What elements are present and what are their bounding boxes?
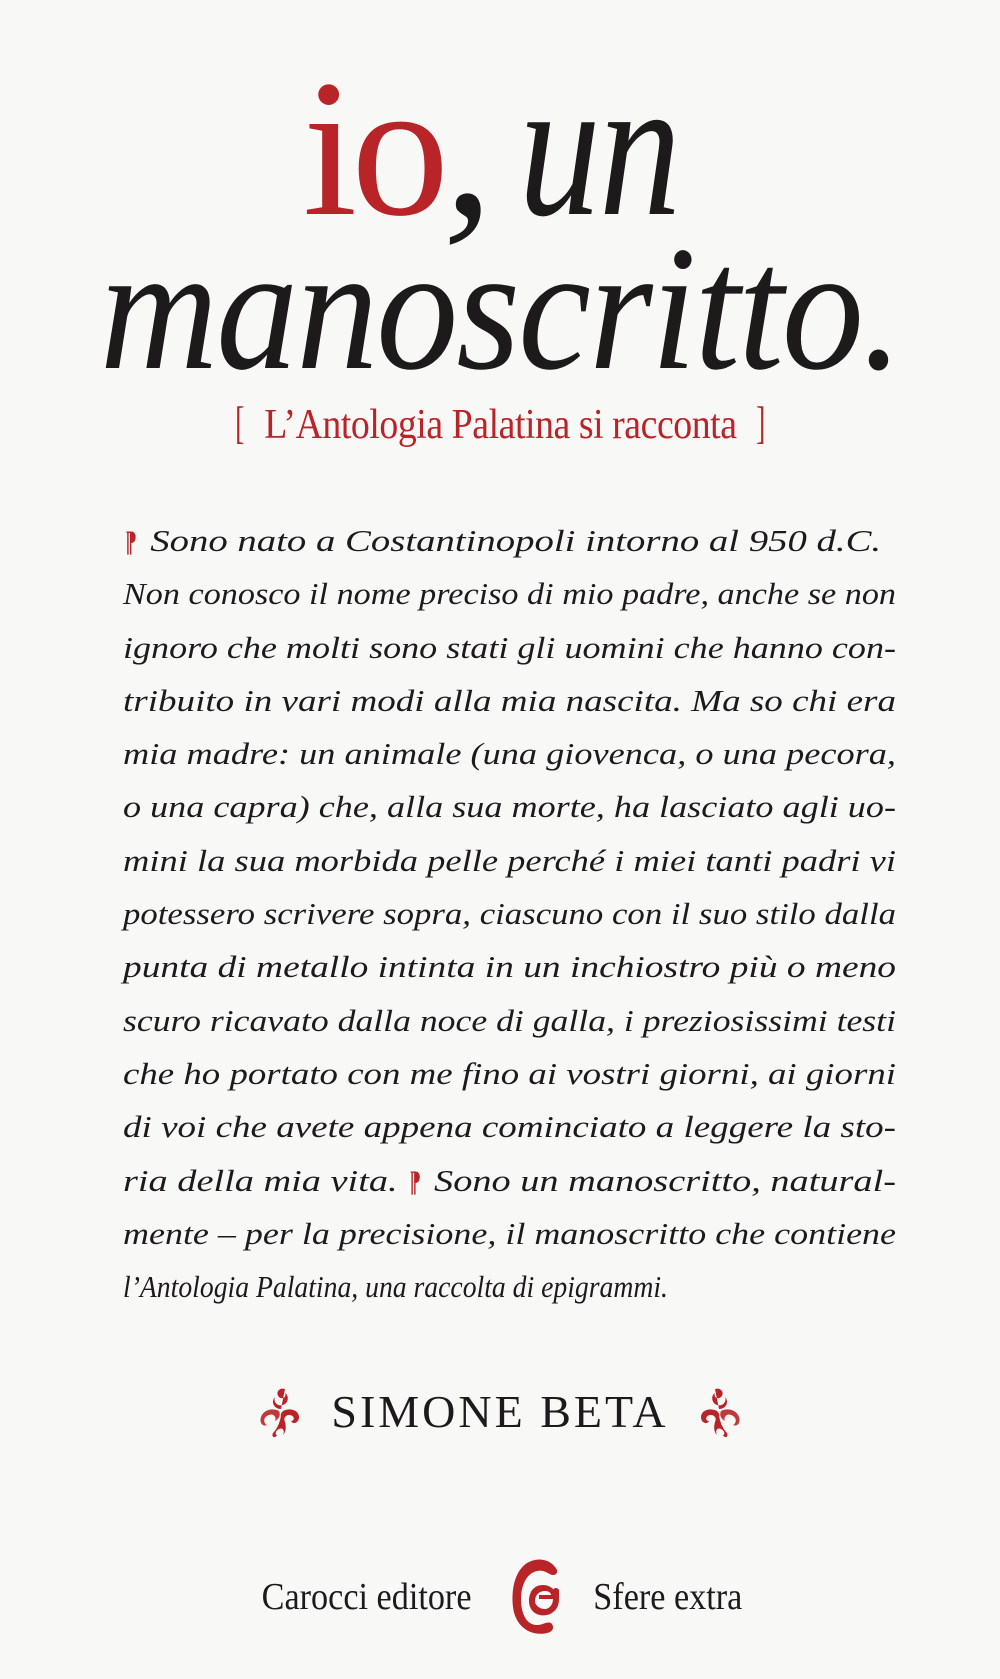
subtitle-open-bracket: [ <box>234 397 245 448</box>
blurb-line: mini la sua morbida pelle perché i miei tanti padri vi <box>123 842 896 878</box>
blurb-line <box>123 1154 896 1207</box>
author-row <box>0 1382 1000 1442</box>
blurb-line: tribuito in vari modi alla mia nascita. Ma so chi era <box>123 682 896 718</box>
blurb-line: punta di metallo intinta in un inchiostro più o meno <box>123 949 897 985</box>
blurb-line: che ho portato con me fino ai vostri giorni, ai giorni <box>123 1055 896 1091</box>
blurb-line: mente – per la precisione, il manoscritto che contiene <box>123 1215 896 1251</box>
author-name: SIMONE BETA <box>331 1386 669 1437</box>
fleuron-ornament-icon <box>255 1383 309 1441</box>
publisher-row <box>0 1552 1000 1642</box>
publisher-name: Carocci editore <box>261 1576 472 1618</box>
fleuron-ornament-icon <box>691 1383 745 1441</box>
blurb-line: di voi che avete appena cominciato a leggere la sto- <box>123 1109 896 1145</box>
subtitle-text: L’Antologia Palatina si racconta <box>263 402 737 448</box>
blurb-line-text: ria della mia vita. <box>123 1162 398 1198</box>
series-name: Sfere extra <box>593 1576 743 1618</box>
blurb-line: scuro ricavato dalla noce di galla, i preziosissimi testi <box>123 1002 896 1038</box>
blurb-line: l’Antologia Palatina, una raccolta di epigrammi. <box>123 1269 668 1305</box>
title-line-2 <box>0 209 1000 407</box>
blurb-line <box>123 514 881 567</box>
blurb-line-text: Sono un manoscritto, natural- <box>434 1162 896 1198</box>
title-manoscritto: manoscritto. <box>99 209 901 407</box>
title-un: un <box>518 37 680 258</box>
blurb-line: Non conosco il nome preciso di mio padre, anche se non <box>123 576 896 612</box>
title-io: io <box>302 40 444 257</box>
blurb-line: mia madre: un animale (una giovenca, o una pecora, <box>123 736 896 772</box>
pilcrow-icon: ¶ <box>409 1164 421 1198</box>
subtitle-close-bracket: ] <box>755 397 766 448</box>
blurb-line: potessero scrivere sopra, ciascuno con il suo stilo dalla <box>123 896 896 932</box>
title-comma: , <box>443 37 492 258</box>
blurb-text <box>123 514 896 1313</box>
blurb-line: ignoro che molti sono stati gli uomini che hanno con- <box>123 629 896 665</box>
pilcrow-icon: ¶ <box>125 525 137 558</box>
carocci-ce-logo-icon <box>503 1555 565 1639</box>
subtitle <box>0 397 1000 451</box>
blurb-line-text: Sono nato a Costantinopoli intorno al 950 d.C. <box>150 523 882 558</box>
blurb-line: o una capra) che, alla sua morte, ha lasciato agli uo- <box>123 789 896 825</box>
